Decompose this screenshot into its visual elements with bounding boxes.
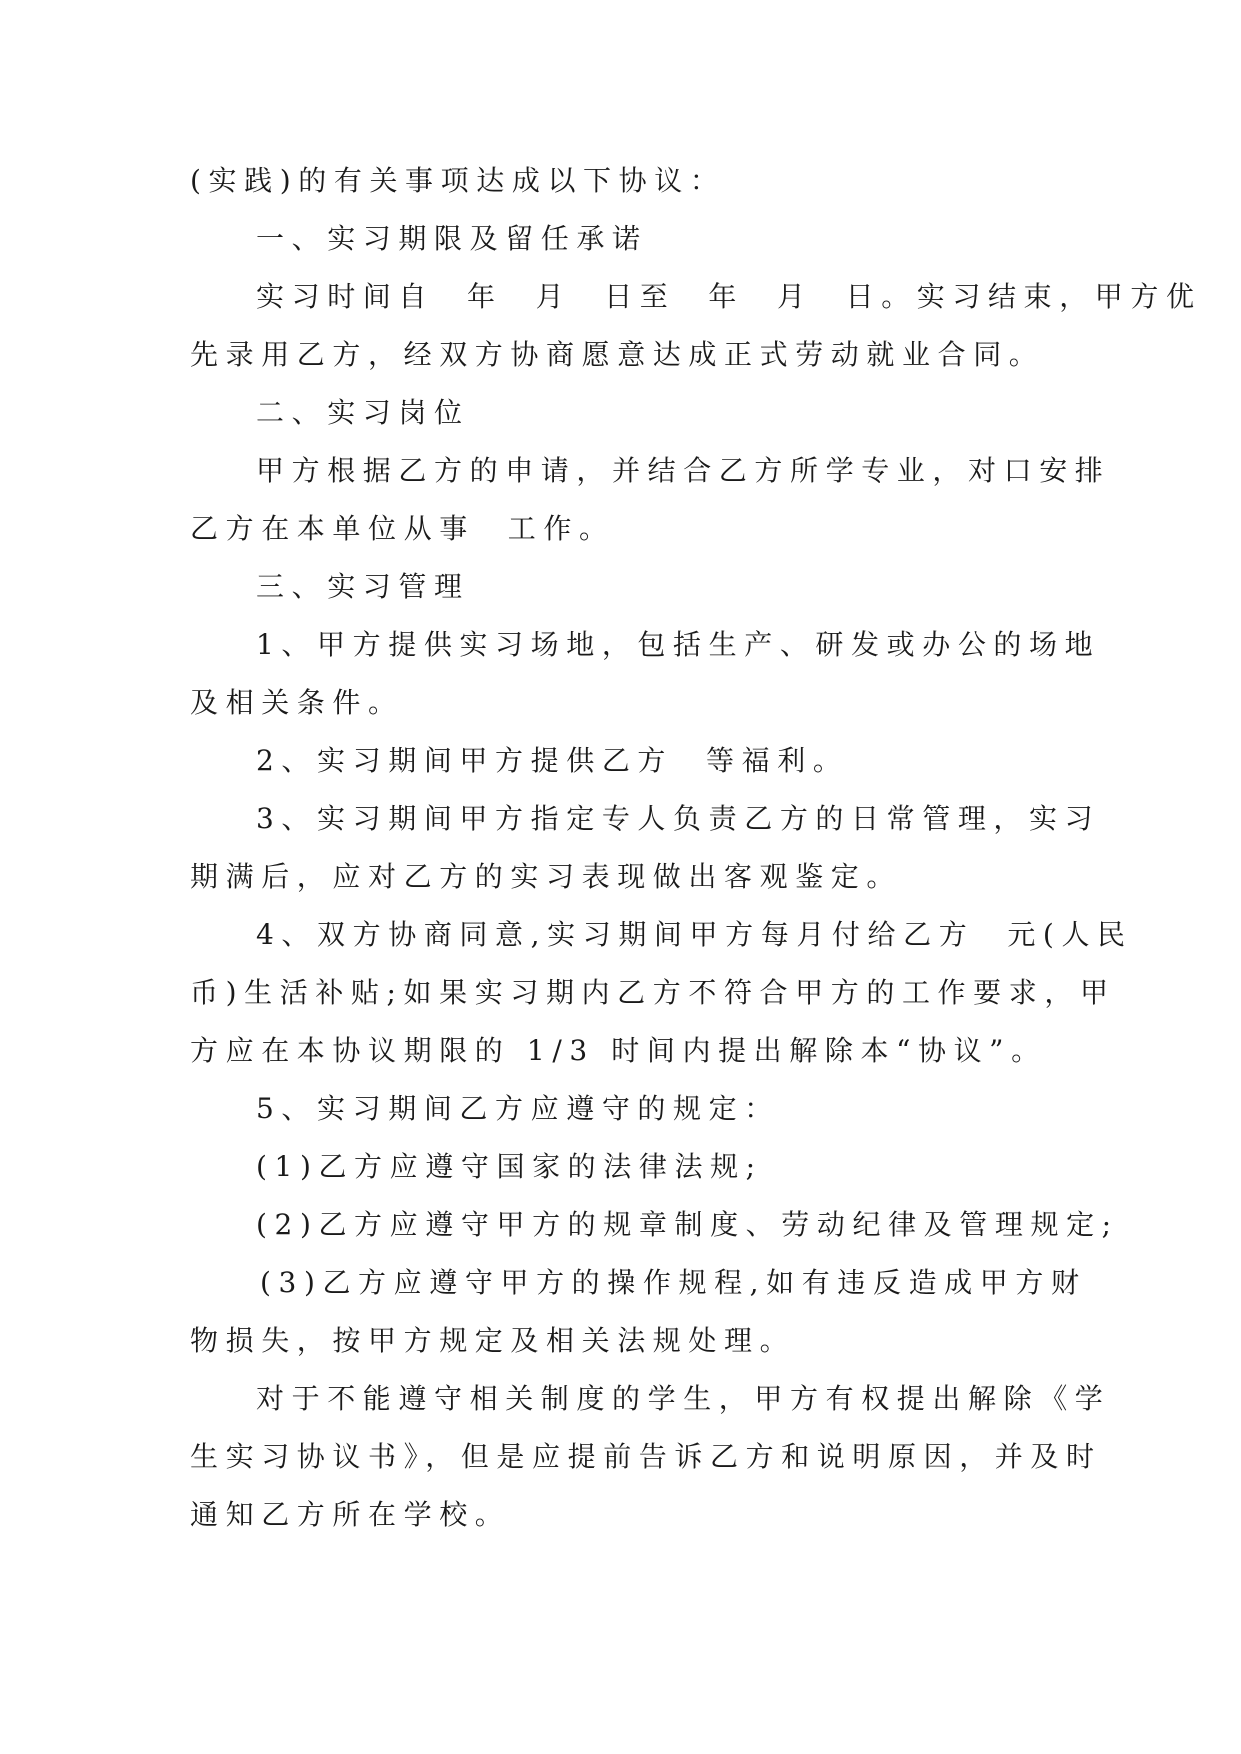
text-line: 甲方根据乙方的申请，并结合乙方所学专业，对口安排: [256, 454, 1111, 487]
text-line: 方应在本协议期限的 1/3 时间内提出解除本“协议”。: [190, 1034, 1047, 1067]
text-line: (实践)的有关事项达成以下协议：: [190, 164, 726, 197]
text-line: 生实习协议书》，但是应提前告诉乙方和说明原因，并及时: [190, 1440, 1102, 1473]
text-line: 5、实习期间乙方应遵守的规定：: [256, 1092, 780, 1125]
section-heading: 一、实习期限及留任承诺: [256, 222, 648, 255]
section-heading: 三、实习管理: [256, 570, 470, 603]
list-item: (2)乙方应遵守甲方的规章制度、劳动纪律及管理规定;: [256, 1208, 1119, 1241]
text-line: 乙方在本单位从事 工作。: [190, 512, 615, 545]
list-item: (1)乙方应遵守国家的法律法规;: [256, 1150, 763, 1183]
text-line: 3、实习期间甲方指定专人负责乙方的日常管理，实习: [256, 802, 1101, 835]
text-line: 2、实习期间甲方提供乙方 等福利。: [256, 744, 849, 777]
text-line: 币)生活补贴;如果实习期内乙方不符合甲方的工作要求，甲: [190, 976, 1116, 1009]
text-line: 实习时间自 年 月 日至 年 月 日。实习结束，甲方优: [256, 280, 1202, 313]
section-heading: 二、实习岗位: [256, 396, 470, 429]
document-page: [190, 152, 1202, 1544]
text-line: 先录用乙方，经双方协商愿意达成正式劳动就业合同。: [190, 338, 1045, 371]
list-item: (3)乙方应遵守甲方的操作规程,如有违反造成甲方财: [260, 1266, 1087, 1299]
text-line: 及相关条件。: [190, 686, 404, 719]
text-line: 期满后，应对乙方的实习表现做出客观鉴定。: [190, 860, 903, 893]
text-line: 通知乙方所在学校。: [190, 1498, 511, 1531]
text-line: 对于不能遵守相关制度的学生，甲方有权提出解除《学: [256, 1382, 1111, 1415]
text-line: 4、双方协商同意,实习期间甲方每月付给乙方 元(人民: [256, 918, 1133, 951]
text-line: 1、甲方提供实习场地，包括生产、研发或办公的场地: [256, 628, 1101, 661]
text-line: 物损失，按甲方规定及相关法规处理。: [190, 1324, 796, 1357]
